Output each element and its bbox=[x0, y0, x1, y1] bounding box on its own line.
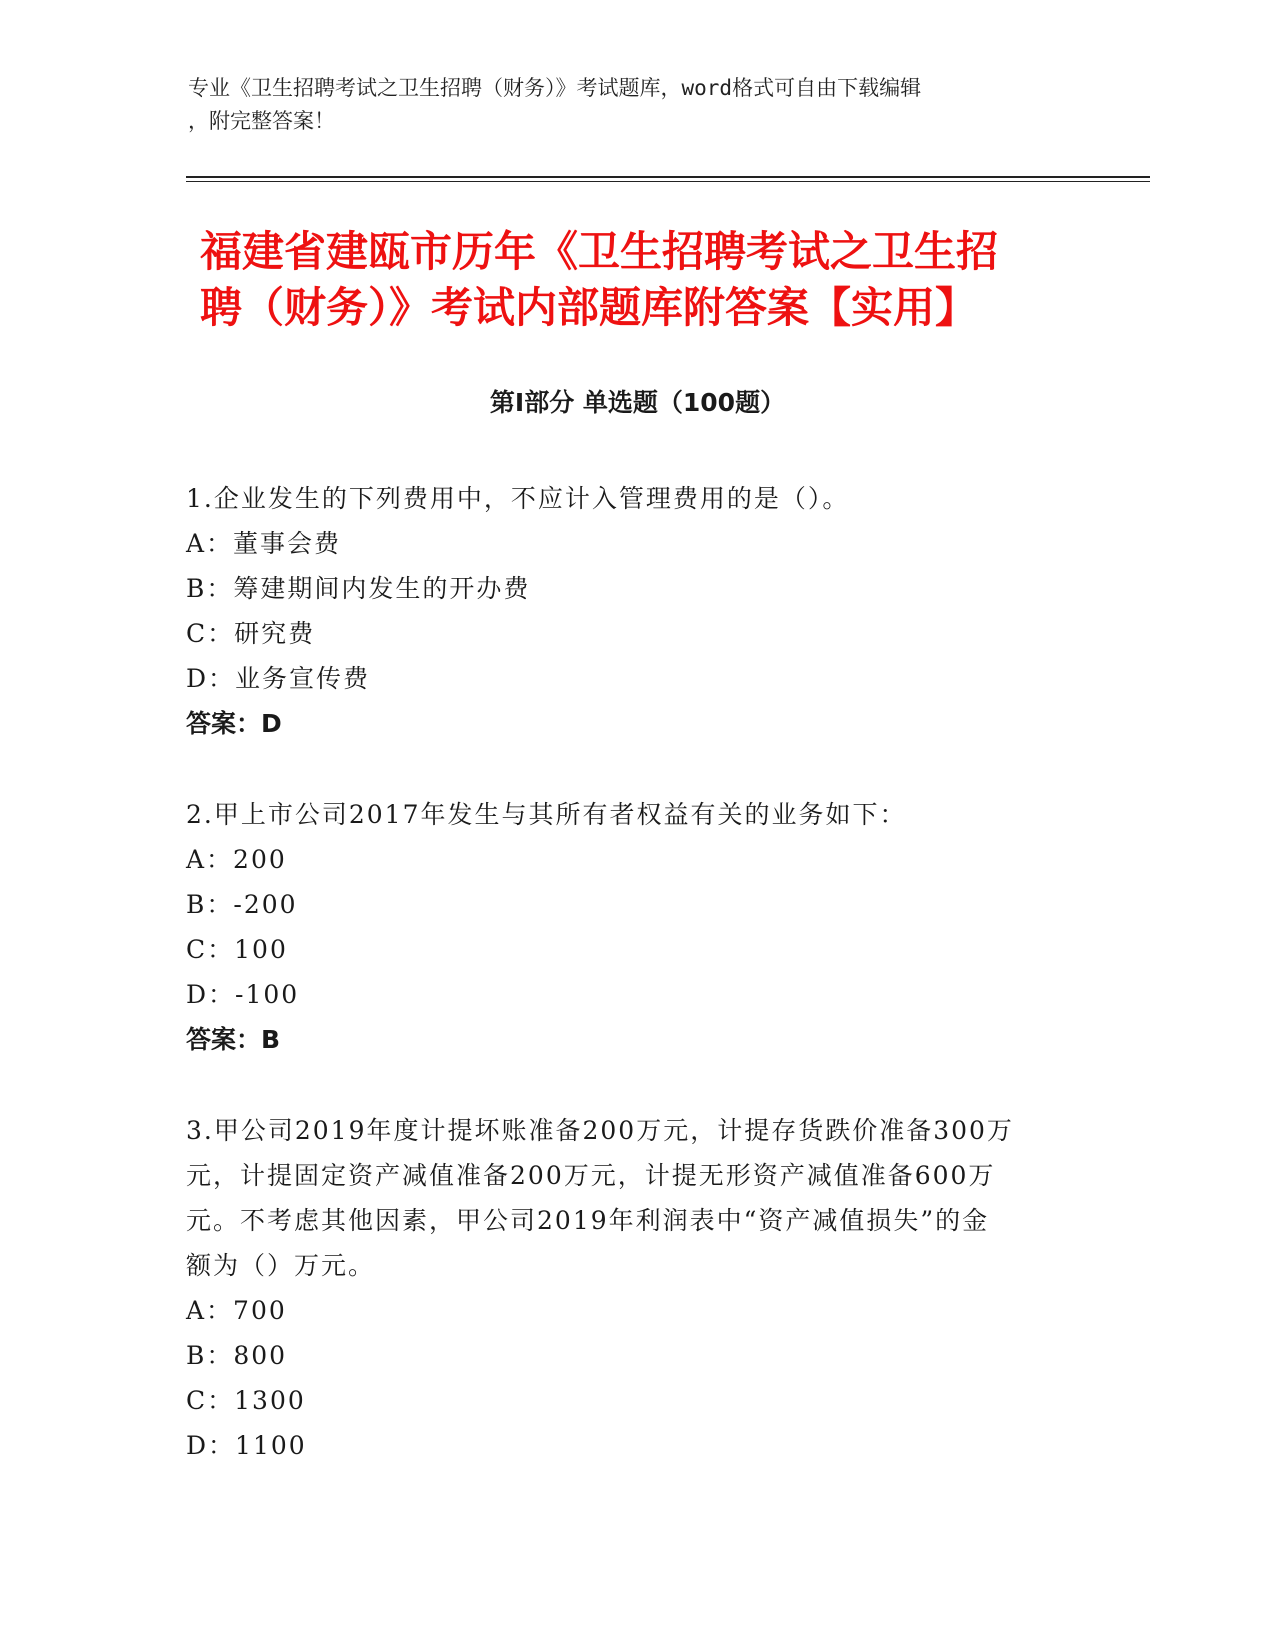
option-b: B：800 bbox=[186, 1341, 288, 1370]
question-stem-line-2: 元，计提固定资产减值准备200万元，计提无形资产减值准备600万 bbox=[186, 1161, 996, 1190]
header-note bbox=[188, 72, 1088, 138]
document-title-line-2: 聘（财务）》考试内部题库附答案【实用】 bbox=[200, 283, 978, 332]
option-a: A：董事会费 bbox=[186, 529, 342, 558]
document-title-line-1: 福建省建瓯市历年《卫生招聘考试之卫生招 bbox=[200, 227, 999, 276]
question-1 bbox=[186, 476, 1086, 746]
option-a: A：700 bbox=[186, 1296, 287, 1325]
question-stem: 2.甲上市公司2017年发生与其所有者权益有关的业务如下： bbox=[186, 800, 907, 829]
document-title bbox=[200, 224, 1100, 336]
question-stem-line-4: 额为（）万元。 bbox=[186, 1251, 376, 1280]
option-a: A：200 bbox=[186, 845, 287, 874]
option-c: C：100 bbox=[186, 935, 288, 964]
option-d: D：1100 bbox=[186, 1431, 307, 1460]
section-title: 第Ⅰ部分 单选题（100题） bbox=[489, 388, 786, 417]
option-d: D：-100 bbox=[186, 980, 300, 1009]
question-2 bbox=[186, 792, 1086, 1062]
header-note-line-2: ，附完整答案！ bbox=[188, 109, 335, 133]
question-stem-line-3: 元。不考虑其他因素，甲公司2019年利润表中“资产减值损失”的金 bbox=[186, 1206, 990, 1235]
option-b: B：筹建期间内发生的开办费 bbox=[186, 574, 531, 603]
answer: 答案：B bbox=[186, 1025, 281, 1054]
question-3 bbox=[186, 1108, 1086, 1468]
option-c: C：研究费 bbox=[186, 619, 316, 648]
question-stem: 1.企业发生的下列费用中，不应计入管理费用的是（）。 bbox=[186, 484, 850, 513]
question-stem-line-1: 3.甲公司2019年度计提坏账准备200万元，计提存货跌价准备300万 bbox=[186, 1116, 1014, 1145]
option-b: B：-200 bbox=[186, 890, 298, 919]
option-c: C：1300 bbox=[186, 1386, 306, 1415]
header-rule-thin bbox=[186, 181, 1150, 182]
option-d: D：业务宣传费 bbox=[186, 664, 371, 693]
header-rule-thick bbox=[186, 176, 1150, 178]
answer: 答案：D bbox=[186, 709, 282, 738]
question-list bbox=[186, 476, 1086, 1514]
header-note-line-1: 专业《卫生招聘考试之卫生招聘（财务）》考试题库，word格式可自由下载编辑 bbox=[188, 76, 922, 100]
